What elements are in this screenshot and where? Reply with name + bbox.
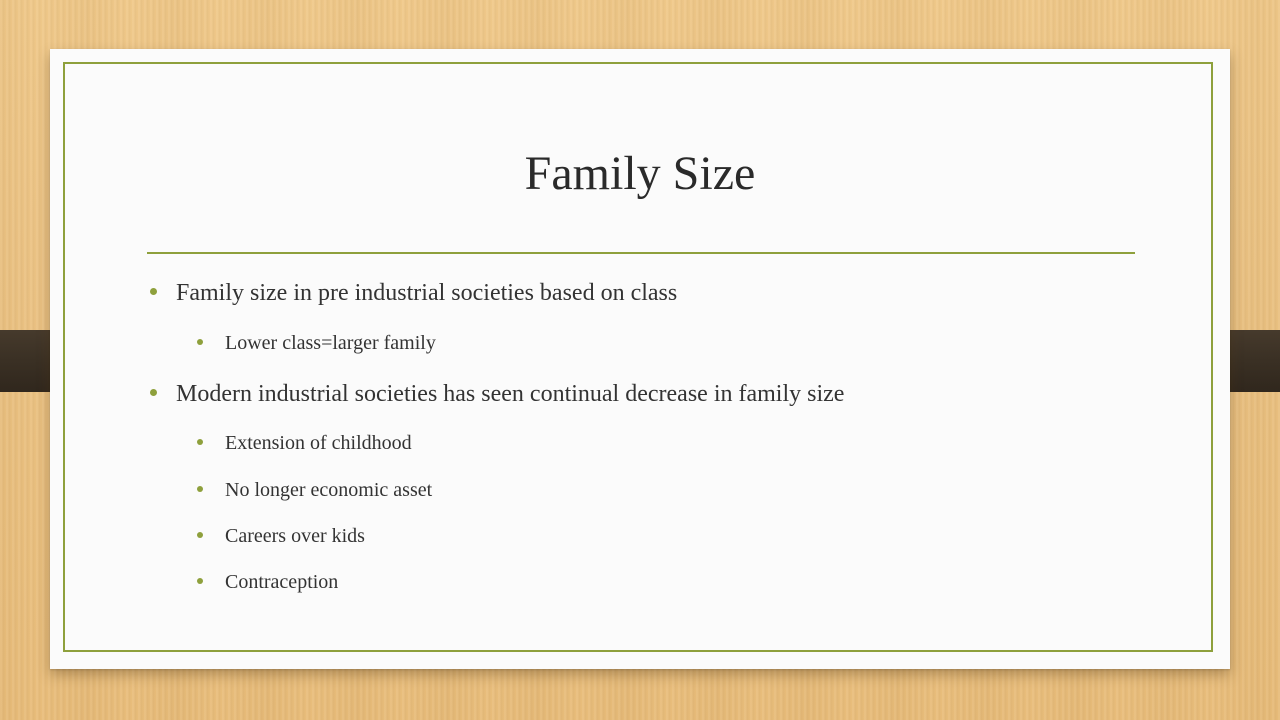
slide-paper xyxy=(50,49,1230,669)
bullet-text: Family size in pre industrial societies based on class xyxy=(176,280,678,306)
bullet-dot-icon xyxy=(197,578,203,584)
slide-title: Family Size xyxy=(524,147,756,200)
sub-bullet-text: No longer economic asset xyxy=(225,479,433,501)
bullet-list xyxy=(50,49,1230,669)
sub-bullet-text: Contraception xyxy=(225,571,339,593)
bullet-item xyxy=(176,379,844,409)
bullet-dot-icon xyxy=(150,389,157,396)
sub-bullet-item xyxy=(225,430,412,456)
sub-bullet-text: Lower class=larger family xyxy=(225,332,436,354)
bullet-dot-icon xyxy=(150,288,157,295)
bullet-dot-icon xyxy=(197,532,203,538)
sub-bullet-item xyxy=(225,330,436,356)
sub-bullet-item xyxy=(225,523,365,549)
sub-bullet-text: Extension of childhood xyxy=(225,432,412,454)
bullet-dot-icon xyxy=(197,439,203,445)
bullet-dot-icon xyxy=(197,486,203,492)
sub-bullet-item xyxy=(225,569,338,595)
sub-bullet-item xyxy=(225,477,432,503)
sub-bullet-text: Careers over kids xyxy=(225,525,365,547)
bullet-item xyxy=(176,278,677,308)
bullet-text: Modern industrial societies has seen continual decrease in family size xyxy=(176,381,845,407)
bullet-dot-icon xyxy=(197,339,203,345)
